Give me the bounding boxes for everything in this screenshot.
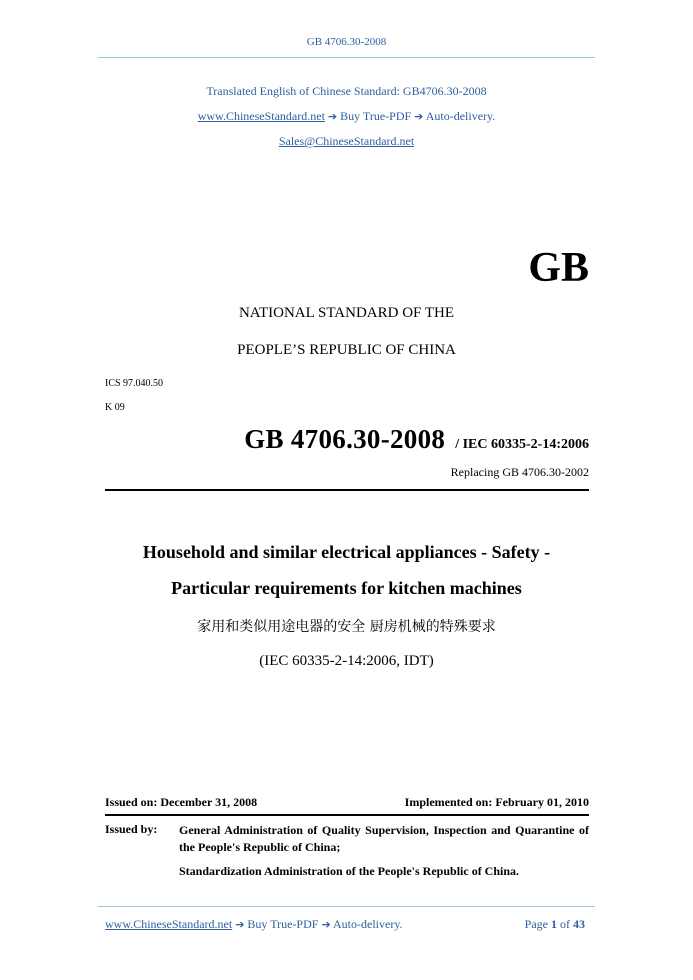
title-line2: Particular requirements for kitchen machines (171, 578, 522, 598)
issuer-aqsiq: General Administration of Quality Supervision, Inspection and Quarantine of the People's Republic of China; (179, 823, 589, 854)
issued-by-label: Issued by: (105, 822, 158, 836)
gb-logo: GB (528, 245, 589, 291)
national-standard-line2: PEOPLE’S REPUBLIC OF CHINA (237, 342, 456, 358)
page-indicator (525, 917, 585, 932)
page-number: 1 (551, 917, 557, 931)
iec-equivalent: / IEC 60335-2-14:2006 (455, 437, 589, 452)
title-chinese: 家用和类似用途电器的安全 厨房机械的特殊要求 (197, 619, 496, 635)
buy-true-pdf-text: Buy True-PDF (340, 109, 412, 123)
national-standard-line1: NATIONAL STANDARD OF THE (238, 305, 455, 321)
of-label: of (560, 917, 570, 931)
footer-rule (98, 906, 595, 907)
footer-auto-text: Auto-delivery. (333, 917, 403, 931)
ics-code: ICS 97.040.50 (105, 378, 164, 389)
title-divider (105, 489, 589, 491)
header-rule (98, 57, 595, 58)
translation-notice: Translated English of Chinese Standard: GB4706.30-2008 (206, 84, 487, 98)
standard-number: GB 4706.30-2008 (244, 424, 446, 454)
site-link[interactable]: www.ChineseStandard.net (197, 109, 325, 123)
replacing-note: Replacing GB 4706.30-2002 (450, 465, 589, 479)
footer-site-link[interactable]: www.ChineseStandard.net (105, 917, 233, 931)
arrow-right-icon: ➔ (414, 110, 424, 123)
footer-promo (105, 917, 403, 932)
auto-delivery-text: Auto-delivery. (425, 109, 496, 123)
title-line1: Household and similar electrical appliances - Safety - (142, 542, 551, 562)
page-total: 43 (573, 917, 585, 931)
sales-email-link[interactable]: Sales@ChineseStandard.net (278, 134, 415, 148)
idt-note: (IEC 60335-2-14:2006, IDT) (259, 653, 434, 669)
arrow-right-icon: ➔ (321, 918, 331, 931)
promo-line (0, 109, 693, 124)
k-code: K 09 (105, 402, 125, 413)
issuer-sac: Standardization Administration of the People's Republic of China. (179, 864, 520, 878)
arrow-right-icon: ➔ (327, 110, 338, 123)
arrow-right-icon: ➔ (235, 918, 245, 931)
issued-divider (105, 814, 589, 816)
standard-number-line (244, 424, 589, 455)
page-label: Page (524, 917, 548, 931)
issued-on: Issued on: December 31, 2008 (105, 795, 258, 809)
running-header: GB 4706.30-2008 (306, 36, 387, 48)
implemented-on: Implemented on: February 01, 2010 (404, 795, 589, 809)
sales-email-line (0, 134, 693, 149)
footer-buy-text: Buy True-PDF (247, 917, 319, 931)
